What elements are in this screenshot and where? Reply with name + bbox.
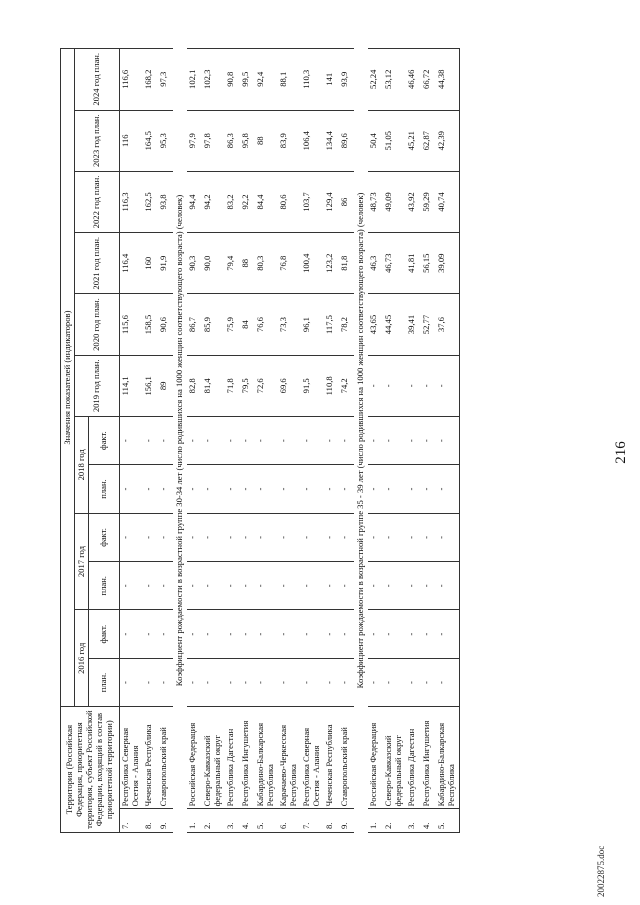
year-2017-header: 2017 год: [75, 513, 89, 610]
dash-cell: -: [421, 513, 436, 561]
dash-cell: -: [383, 658, 406, 706]
value-2024: 99,5: [240, 49, 255, 111]
value-2021: 90,3: [187, 233, 202, 294]
territory-name: Республика Ингушетия: [421, 707, 436, 809]
dash-cell: -: [368, 416, 383, 464]
row-number: 1.: [187, 809, 202, 833]
value-2019: -: [383, 355, 406, 416]
dash-cell: -: [120, 416, 144, 464]
territory-name: Республика Северная Осетия - Алания: [120, 707, 144, 809]
dash-cell: -: [436, 416, 460, 464]
plan-2018-header: план.: [89, 465, 120, 513]
table-row: [202, 49, 225, 833]
dash-cell: -: [187, 658, 202, 706]
dash-cell: -: [225, 416, 240, 464]
table-row: [143, 49, 158, 833]
value-2020: 115,6: [120, 294, 144, 355]
fact-2016-header: факт.: [89, 610, 120, 658]
value-2020: 78,2: [339, 294, 354, 355]
dash-cell: -: [202, 465, 225, 513]
dash-cell: -: [143, 562, 158, 610]
dash-cell: -: [421, 562, 436, 610]
value-2019: 74,2: [339, 355, 354, 416]
value-2021: 39,09: [436, 233, 460, 294]
dash-cell: -: [324, 465, 339, 513]
dash-cell: -: [406, 610, 421, 658]
dash-cell: -: [255, 416, 278, 464]
row-number: 6.: [278, 809, 301, 833]
value-2020: 84: [240, 294, 255, 355]
dash-cell: -: [255, 658, 278, 706]
dash-cell: -: [143, 513, 158, 561]
dash-cell: -: [421, 610, 436, 658]
dash-cell: -: [301, 416, 324, 464]
fact-2018-header: факт.: [89, 416, 120, 464]
value-2023: 62,87: [421, 110, 436, 171]
dash-cell: -: [255, 562, 278, 610]
table-row: [255, 49, 278, 833]
dash-cell: -: [120, 658, 144, 706]
dash-cell: -: [278, 610, 301, 658]
row-number: 5.: [436, 809, 460, 833]
dash-cell: -: [240, 610, 255, 658]
section-heading: Коэффициент рождаемости в возрастной группе 35 - 39 лет (число родившихся на 1000 женщин соответствующего возраста) (человек): [354, 192, 365, 689]
value-2023: 88: [255, 110, 278, 171]
row-number: 8.: [324, 809, 339, 833]
table-row: [339, 49, 354, 833]
values-group-header: Значения показателей (индикаторов): [61, 49, 75, 707]
territory-name: Северо-Кавказский федеральный округ: [202, 707, 225, 809]
dash-cell: -: [255, 465, 278, 513]
dash-cell: -: [120, 562, 144, 610]
dash-cell: -: [339, 465, 354, 513]
table-row: [406, 49, 421, 833]
dash-cell: -: [301, 513, 324, 561]
value-2019: 156,1: [143, 355, 158, 416]
dash-cell: -: [324, 562, 339, 610]
value-2019: -: [436, 355, 460, 416]
dash-cell: -: [301, 658, 324, 706]
value-2024: 97,3: [158, 49, 173, 111]
value-2023: 95,3: [158, 110, 173, 171]
table-row: [158, 49, 173, 833]
value-2023: 45,21: [406, 110, 421, 171]
value-2024: 102,1: [187, 49, 202, 111]
value-2020: 86,7: [187, 294, 202, 355]
dash-cell: -: [240, 465, 255, 513]
value-2022: 43,92: [406, 171, 421, 232]
dash-cell: -: [143, 610, 158, 658]
value-2023: 95,8: [240, 110, 255, 171]
value-2024: 93,9: [339, 49, 354, 111]
dash-cell: -: [339, 513, 354, 561]
dash-cell: -: [406, 465, 421, 513]
value-2020: 44,45: [383, 294, 406, 355]
dash-cell: -: [158, 465, 173, 513]
table-row: [436, 49, 460, 833]
dash-cell: -: [158, 416, 173, 464]
section-heading: Коэффициент рождаемости в возрастной группе 30-34 лет (число родившихся на 1000 женщин соответствующего возраста) (человек): [174, 194, 184, 687]
dash-cell: -: [278, 416, 301, 464]
dash-cell: -: [324, 513, 339, 561]
value-2024: 168,2: [143, 49, 158, 111]
table-row: [240, 49, 255, 833]
value-2021: 81,8: [339, 233, 354, 294]
row-number: 7.: [120, 809, 144, 833]
dash-cell: -: [324, 416, 339, 464]
value-2019: 82,8: [187, 355, 202, 416]
territory-name: Северо-Кавказский федеральный округ: [383, 707, 406, 809]
territory-name: Ставропольский край: [158, 707, 173, 809]
value-2019: -: [368, 355, 383, 416]
value-2020: 75,9: [225, 294, 240, 355]
dash-cell: -: [421, 465, 436, 513]
value-2021: 123,2: [324, 233, 339, 294]
value-2024: 88,1: [278, 49, 301, 111]
territory-name: Чеченская Республика: [143, 707, 158, 809]
dash-cell: -: [436, 658, 460, 706]
dash-cell: -: [406, 658, 421, 706]
row-number: 2.: [383, 809, 406, 833]
year-2023-header: 2023 год план.: [75, 110, 120, 171]
value-2024: 90,8: [225, 49, 240, 111]
table-row: [383, 49, 406, 833]
dash-cell: -: [278, 562, 301, 610]
value-2019: 81,4: [202, 355, 225, 416]
value-2022: 129,4: [324, 171, 339, 232]
section-heading-row: [173, 49, 187, 833]
dash-cell: -: [339, 658, 354, 706]
dash-cell: -: [278, 465, 301, 513]
value-2022: 103,7: [301, 171, 324, 232]
dash-cell: -: [301, 465, 324, 513]
dash-cell: -: [301, 562, 324, 610]
dash-cell: -: [158, 513, 173, 561]
table-row: [225, 49, 240, 833]
value-2024: 110,3: [301, 49, 324, 111]
value-2023: 89,6: [339, 110, 354, 171]
dash-cell: -: [143, 416, 158, 464]
row-number: 4.: [421, 809, 436, 833]
dash-cell: -: [120, 610, 144, 658]
value-2022: 80,6: [278, 171, 301, 232]
indicators-table: [60, 48, 460, 833]
dash-cell: -: [225, 513, 240, 561]
table-row: [301, 49, 324, 833]
territory-name: Карачаево-Черкесская Республика: [278, 707, 301, 809]
territory-name: Российская Федерация: [187, 707, 202, 809]
value-2021: 41,81: [406, 233, 421, 294]
value-2024: 53,12: [383, 49, 406, 111]
dash-cell: -: [202, 610, 225, 658]
dash-cell: -: [383, 562, 406, 610]
value-2021: 91,9: [158, 233, 173, 294]
value-2021: 116,4: [120, 233, 144, 294]
dash-cell: -: [421, 658, 436, 706]
dash-cell: -: [225, 562, 240, 610]
value-2021: 76,8: [278, 233, 301, 294]
dash-cell: -: [120, 513, 144, 561]
table-row: [278, 49, 301, 833]
table-row: [421, 49, 436, 833]
dash-cell: -: [255, 610, 278, 658]
plan-2016-header: план.: [89, 658, 120, 706]
value-2020: 39,41: [406, 294, 421, 355]
year-2021-header: 2021 год план.: [75, 233, 120, 294]
value-2023: 51,05: [383, 110, 406, 171]
row-number: 3.: [406, 809, 421, 833]
territory-header: Территория (Российская Федерация, приоритетная территория, субъект Российской Федерации, входящий в состав приоритетной территории): [61, 707, 120, 833]
value-2022: 92,2: [240, 171, 255, 232]
dash-cell: -: [383, 465, 406, 513]
territory-name: Чеченская Республика: [324, 707, 339, 809]
value-2021: 160: [143, 233, 158, 294]
page-number: 216: [613, 441, 629, 464]
dash-cell: -: [368, 465, 383, 513]
year-2018-header: 2018 год: [75, 416, 89, 513]
value-2022: 94,2: [202, 171, 225, 232]
row-number: 7.: [301, 809, 324, 833]
dash-cell: -: [368, 562, 383, 610]
value-2023: 97,9: [187, 110, 202, 171]
row-number: 1.: [368, 809, 383, 833]
value-2019: -: [406, 355, 421, 416]
value-2019: 69,6: [278, 355, 301, 416]
value-2023: 164,5: [143, 110, 158, 171]
territory-name: Кабардино-Балкарская Республика: [436, 707, 460, 809]
value-2022: 83,2: [225, 171, 240, 232]
value-2022: 162,5: [143, 171, 158, 232]
value-2019: 110,8: [324, 355, 339, 416]
value-2022: 84,4: [255, 171, 278, 232]
row-number: 9.: [339, 809, 354, 833]
value-2022: 49,09: [383, 171, 406, 232]
dash-cell: -: [383, 416, 406, 464]
dash-cell: -: [240, 658, 255, 706]
value-2023: 97,8: [202, 110, 225, 171]
territory-name: Российская Федерация: [368, 707, 383, 809]
dash-cell: -: [406, 416, 421, 464]
section-heading-row: [354, 49, 368, 833]
value-2019: 79,5: [240, 355, 255, 416]
value-2020: 76,6: [255, 294, 278, 355]
plan-2017-header: план.: [89, 562, 120, 610]
territory-name: Республика Дагестан: [225, 707, 240, 809]
year-2016-header: 2016 год: [75, 610, 89, 707]
territory-name: Республика Дагестан: [406, 707, 421, 809]
dash-cell: -: [225, 658, 240, 706]
value-2020: 52,77: [421, 294, 436, 355]
row-number: 8.: [143, 809, 158, 833]
dash-cell: -: [368, 658, 383, 706]
fact-2017-header: факт.: [89, 513, 120, 561]
value-2021: 79,4: [225, 233, 240, 294]
dash-cell: -: [383, 513, 406, 561]
value-2021: 46,3: [368, 233, 383, 294]
value-2022: 93,8: [158, 171, 173, 232]
dash-cell: -: [339, 416, 354, 464]
value-2022: 48,73: [368, 171, 383, 232]
table-row: [187, 49, 202, 833]
dash-cell: -: [436, 610, 460, 658]
value-2024: 92,4: [255, 49, 278, 111]
dash-cell: -: [158, 610, 173, 658]
territory-name: Ставропольский край: [339, 707, 354, 809]
value-2020: 90,6: [158, 294, 173, 355]
value-2023: 134,4: [324, 110, 339, 171]
year-2022-header: 2022 год план.: [75, 171, 120, 232]
dash-cell: -: [202, 658, 225, 706]
dash-cell: -: [278, 658, 301, 706]
value-2022: 59,29: [421, 171, 436, 232]
value-2020: 37,6: [436, 294, 460, 355]
value-2021: 56,15: [421, 233, 436, 294]
row-number: 4.: [240, 809, 255, 833]
dash-cell: -: [240, 513, 255, 561]
dash-cell: -: [383, 610, 406, 658]
dash-cell: -: [339, 562, 354, 610]
value-2023: 86,3: [225, 110, 240, 171]
dash-cell: -: [187, 513, 202, 561]
row-number: 3.: [225, 809, 240, 833]
dash-cell: -: [324, 610, 339, 658]
dash-cell: -: [436, 465, 460, 513]
dash-cell: -: [436, 562, 460, 610]
territory-name: Кабардино-Балкарская Республика: [255, 707, 278, 809]
value-2019: -: [421, 355, 436, 416]
dash-cell: -: [202, 562, 225, 610]
dash-cell: -: [436, 513, 460, 561]
dash-cell: -: [187, 610, 202, 658]
value-2021: 100,4: [301, 233, 324, 294]
dash-cell: -: [368, 513, 383, 561]
dash-cell: -: [202, 416, 225, 464]
dash-cell: -: [187, 416, 202, 464]
dash-cell: -: [225, 610, 240, 658]
row-number: 2.: [202, 809, 225, 833]
table-row: [368, 49, 383, 833]
table-body: [120, 49, 460, 833]
territory-name: Республика Северная Осетия - Алания: [301, 707, 324, 809]
value-2024: 52,24: [368, 49, 383, 111]
value-2019: 89: [158, 355, 173, 416]
value-2019: 114,1: [120, 355, 144, 416]
row-number: 5.: [255, 809, 278, 833]
value-2024: 46,46: [406, 49, 421, 111]
value-2019: 91,5: [301, 355, 324, 416]
dash-cell: -: [240, 416, 255, 464]
value-2024: 116,6: [120, 49, 144, 111]
value-2020: 158,5: [143, 294, 158, 355]
value-2019: 71,8: [225, 355, 240, 416]
dash-cell: -: [368, 610, 383, 658]
table-row: [324, 49, 339, 833]
value-2022: 94,4: [187, 171, 202, 232]
value-2023: 83,9: [278, 110, 301, 171]
dash-cell: -: [339, 610, 354, 658]
value-2022: 116,3: [120, 171, 144, 232]
value-2023: 42,39: [436, 110, 460, 171]
dash-cell: -: [278, 513, 301, 561]
dash-cell: -: [143, 658, 158, 706]
value-2019: 72,6: [255, 355, 278, 416]
dash-cell: -: [120, 465, 144, 513]
value-2020: 117,5: [324, 294, 339, 355]
value-2021: 80,3: [255, 233, 278, 294]
value-2023: 106,4: [301, 110, 324, 171]
value-2020: 96,1: [301, 294, 324, 355]
value-2022: 40,74: [436, 171, 460, 232]
dash-cell: -: [240, 562, 255, 610]
value-2021: 90,0: [202, 233, 225, 294]
value-2022: 86: [339, 171, 354, 232]
dash-cell: -: [225, 465, 240, 513]
dash-cell: -: [187, 562, 202, 610]
dash-cell: -: [406, 513, 421, 561]
dash-cell: -: [187, 465, 202, 513]
dash-cell: -: [301, 610, 324, 658]
value-2020: 85,9: [202, 294, 225, 355]
value-2023: 50,4: [368, 110, 383, 171]
value-2024: 44,38: [436, 49, 460, 111]
value-2024: 102,3: [202, 49, 225, 111]
table-row: [120, 49, 144, 833]
dash-cell: -: [143, 465, 158, 513]
value-2020: 43,65: [368, 294, 383, 355]
year-2020-header: 2020 год план.: [75, 294, 120, 355]
value-2020: 73,3: [278, 294, 301, 355]
dash-cell: -: [324, 658, 339, 706]
dash-cell: -: [421, 416, 436, 464]
dash-cell: -: [255, 513, 278, 561]
year-2019-header: 2019 год план.: [75, 355, 120, 416]
dash-cell: -: [406, 562, 421, 610]
value-2021: 46,73: [383, 233, 406, 294]
dash-cell: -: [158, 658, 173, 706]
value-2023: 116: [120, 110, 144, 171]
value-2024: 141: [324, 49, 339, 111]
dash-cell: -: [202, 513, 225, 561]
value-2021: 88: [240, 233, 255, 294]
value-2024: 66,72: [421, 49, 436, 111]
footer-filename: 20022875.doc: [596, 845, 606, 897]
year-2024-header: 2024 год план.: [75, 49, 120, 111]
dash-cell: -: [158, 562, 173, 610]
row-number: 9.: [158, 809, 173, 833]
territory-name: Республика Ингушетия: [240, 707, 255, 809]
